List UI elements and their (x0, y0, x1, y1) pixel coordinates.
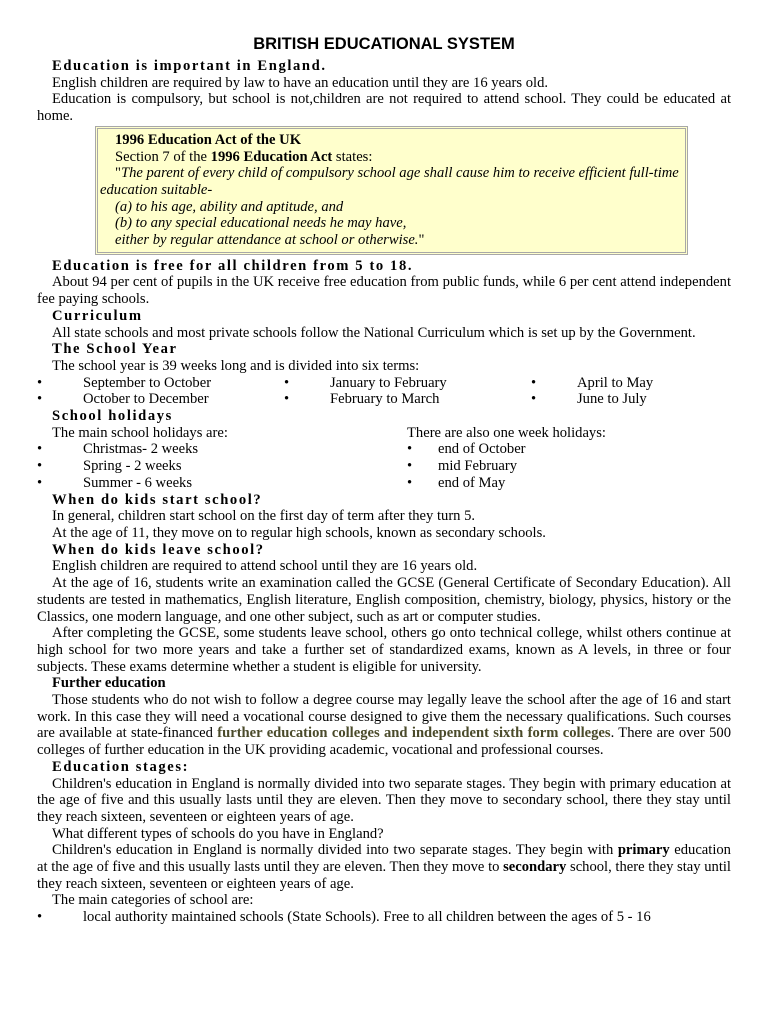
paragraph: English children are required by law to have an education until they are 16 years old. (52, 74, 549, 91)
list-item: • October to December (37, 391, 209, 408)
education-act-box (95, 126, 688, 255)
section-heading-holidays: School holidays (52, 408, 173, 425)
list-item: • January to February (284, 374, 447, 391)
paragraph: All state schools and most private schools follow the National Curriculum which is set up by the Government. (52, 324, 696, 341)
list-item: • April to May (531, 374, 654, 391)
section-heading-start-school: When do kids start school? (52, 491, 263, 508)
bullet-icon: • (531, 391, 537, 408)
paragraph: Education is compulsory, but school is not,children are not required to attend school. They could be educated at home. (37, 91, 731, 125)
paragraph: The school year is 39 weeks long and is divided into six terms: (52, 357, 420, 374)
bullet-icon: • (37, 391, 43, 408)
bullet-icon: • (284, 374, 290, 391)
box-intro: Section 7 of the 1996 Education Act states: (115, 148, 373, 165)
section-heading-education-stages: Education stages: (52, 758, 190, 775)
document-title: BRITISH EDUCATIONAL SYSTEM (253, 35, 515, 53)
holidays-columns (37, 425, 731, 492)
list-item: • September to October (37, 374, 212, 391)
bullet-icon: • (407, 474, 413, 491)
paragraph: In general, children start school on the first day of term after they turn 5. (52, 508, 476, 525)
section-heading-further-education: Further education (52, 675, 166, 692)
section-heading-curriculum: Curriculum (52, 307, 143, 324)
list-item: • Summer - 6 weeks (37, 474, 193, 491)
section-heading-importance: Education is important in England. (52, 58, 327, 74)
document-page (37, 34, 731, 926)
box-item-c: either by regular attendance at school or otherwise." (115, 232, 425, 249)
bullet-icon: • (407, 441, 413, 458)
list-item: • June to July (531, 391, 647, 408)
paragraph: Children's education in England is normally divided into two separate stages. They begin with primary education at the age of five and this usually lasts until they are eleven. Then they move to secondary school, there they stay until they reach sixteen, seventeen or eighteen years of age. (37, 775, 731, 825)
paragraph: Children's education in England is normally divided into two separate stages. They begin with primary education at the age of five and this usually lasts until they are eleven. Then they move to secondary school, there they stay until they reach sixteen, seventeen or eighteen years of age. (37, 842, 731, 892)
list-item: • Christmas- 2 weeks (37, 441, 199, 458)
paragraph: At the age of 16, students write an examination called the GCSE (General Certificate of Secondary Education). All students are tested in mathematics, English literature, English composition, chemistry, biology, physics, history or the Classics, one modern language, and one other subject, such as art or computer studies. (37, 575, 731, 625)
box-title: 1996 Education Act of the UK (115, 131, 302, 148)
paragraph: What different types of schools do you have in England? (52, 825, 384, 842)
paragraph: After completing the GCSE, some students leave school, others go onto technical college, whilst others continue at high school for two more years and take a further set of standardized exams, known as A levels, in three or four subjects. These exams determine whether a student is eligible for university. (37, 625, 731, 675)
bullet-icon: • (37, 441, 43, 458)
list-item: • Spring - 2 weeks (37, 458, 182, 475)
list-item: • mid February (407, 458, 518, 475)
one-week-holidays-intro: There are also one week holidays: (407, 424, 606, 441)
box-quote: "The parent of every child of compulsory school age shall cause him to receive efficient full-time education suitable- (100, 165, 679, 198)
bullet-icon: • (407, 458, 413, 475)
bullet-icon: • (37, 458, 43, 475)
bullet-icon: • (531, 374, 537, 391)
paragraph: Those students who do not wish to follow a degree course may legally leave the school after the age of 16 and start work. In this case they will need a vocational course designed to give them the necessary qualifications. Such courses are available at state-financed further education colleges and independent sixth form colleges. There are over 500 colleges of further education in the UK providing academic, vocational and professional courses. (37, 692, 731, 759)
bullet-icon: • (37, 909, 43, 926)
list-item: • end of October (407, 441, 526, 458)
bullet-icon: • (37, 374, 43, 391)
list-item: • end of May (407, 474, 506, 491)
box-item-a: (a) to his age, ability and aptitude, and (115, 198, 344, 215)
paragraph: The main categories of school are: (52, 892, 254, 909)
holidays-intro: The main school holidays are: (52, 424, 228, 441)
list-item: • local authority maintained schools (State Schools). Free to all children between the ages of 5 - 16 (37, 909, 651, 926)
section-heading-leave-school: When do kids leave school? (52, 541, 265, 558)
paragraph: English children are required to attend school until they are 16 years old. (52, 558, 478, 575)
section-heading-free-education: Education is free for all children from 5 to 18. (52, 257, 414, 274)
further-education-link[interactable]: further education colleges and independent sixth form colleges (217, 725, 611, 742)
bullet-icon: • (37, 474, 43, 491)
paragraph: About 94 per cent of pupils in the UK receive free education from public funds, while 6 per cent attend independent fee paying schools. (37, 274, 731, 308)
paragraph: At the age of 11, they move on to regular high schools, known as secondary schools. (52, 524, 546, 541)
list-item: • February to March (284, 391, 440, 408)
section-heading-school-year: The School Year (52, 341, 178, 358)
bullet-icon: • (284, 391, 290, 408)
terms-list (37, 375, 731, 408)
box-item-b: (b) to any special educational needs he may have, (115, 215, 407, 232)
